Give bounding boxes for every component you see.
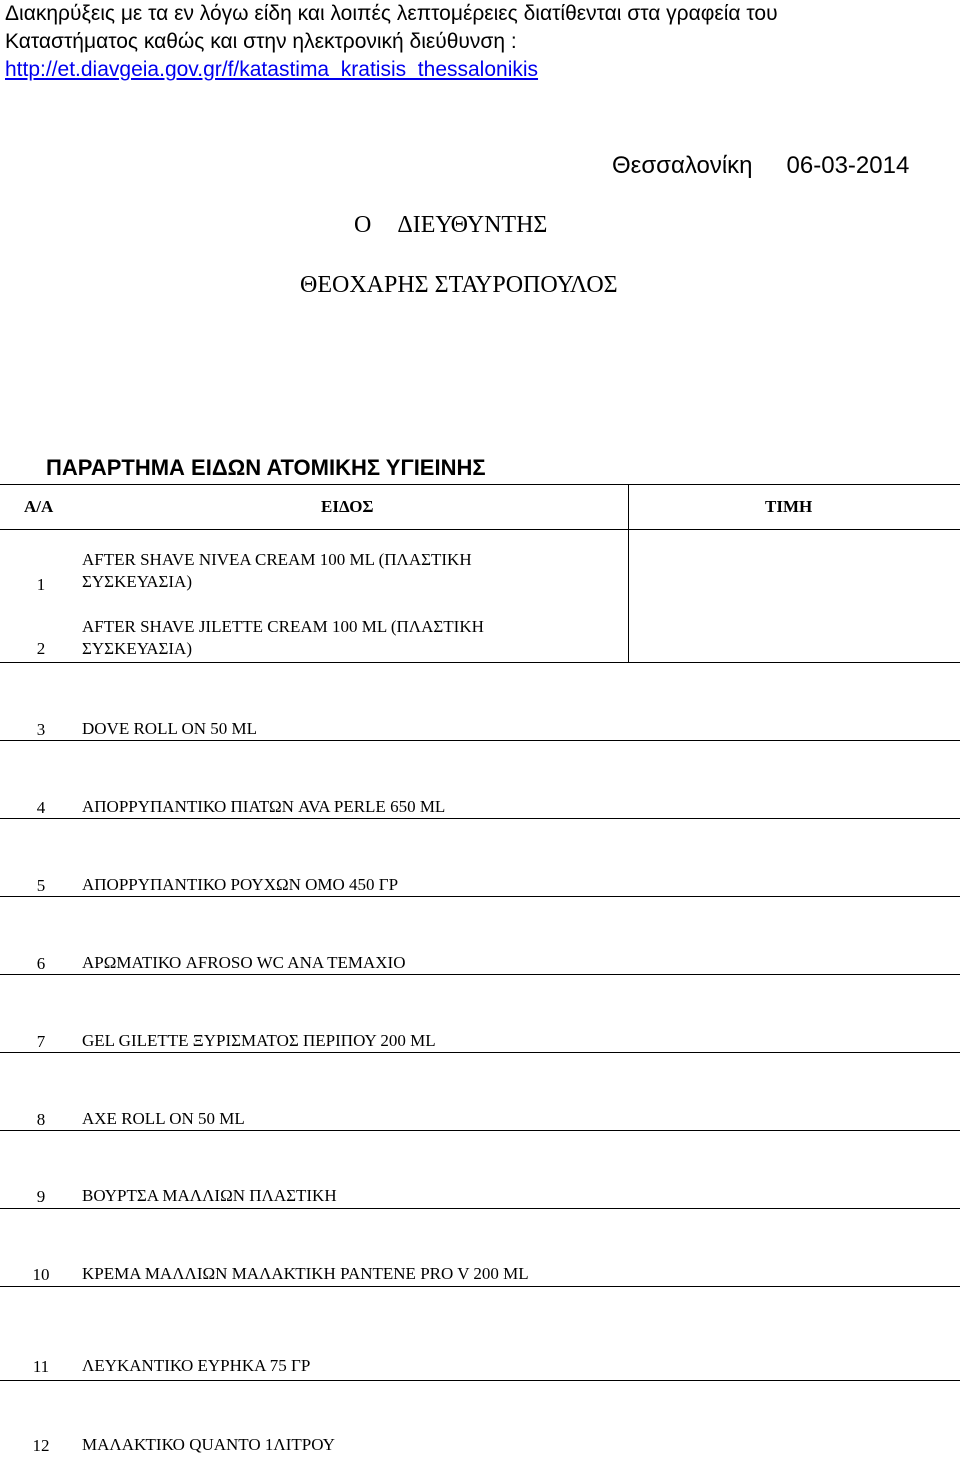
table-top-border	[0, 484, 960, 485]
row-item: ΚΡΕΜΑ ΜΑΛΛΙΩΝ ΜΑΛΑΚΤΙΚΗ PANTENE PRO V 200 ML	[82, 1264, 529, 1283]
row-number: 12	[32, 1436, 50, 1455]
table-header-bottom-border	[0, 529, 960, 530]
row-item-line-2: ΣΥΣΚΕΥΑΣΙΑ)	[82, 572, 192, 591]
row-number: 11	[32, 1357, 50, 1376]
diavgeia-link[interactable]: http://et.diavgeia.gov.gr/f/katastima_kratisis_thessalonikis	[5, 58, 539, 81]
row-item: ΒΟΥΡΤΣΑ ΜΑΛΛΙΩΝ ΠΛΑΣΤΙΚΗ	[82, 1186, 337, 1205]
row-item: ΜΑΛΑΚΤΙΚΟ QUANTO 1ΛΙΤΡΟΥ	[82, 1435, 335, 1454]
row-divider	[0, 896, 960, 897]
row-divider	[0, 662, 960, 663]
row-number: 6	[36, 954, 46, 973]
row-item: ΑΠΟΡΡΥΠΑΝΤΙΚΟ ΠΙΑΤΩΝ AVA PERLE 650 ML	[82, 797, 446, 816]
date-place: Θεσσαλονίκη	[612, 152, 753, 179]
header-price: ΤΙΜΗ	[765, 497, 813, 516]
row-divider	[0, 740, 960, 741]
intro-line-1: Διακηρύξεις με τα εν λόγω είδη και λοιπές λεπτομέρειες διατίθενται στα γραφεία του	[5, 2, 778, 25]
row-number: 8	[36, 1110, 46, 1129]
row-item-line-1: AFTER SHAVE JILETTE CREAM 100 ML (ΠΛΑΣΤΙΚΗ	[82, 617, 484, 636]
row-number: 4	[36, 798, 46, 817]
row-item: DOVE ROLL ON 50 ML	[82, 719, 258, 738]
row-number: 2	[36, 639, 46, 658]
row-number: 9	[36, 1187, 46, 1206]
row-divider	[0, 1208, 960, 1209]
director-name: ΘΕΟΧΑΡΗΣ ΣΤΑΥΡΟΠΟΥΛΟΣ	[300, 272, 618, 298]
row-number: 5	[36, 876, 46, 895]
row-divider	[0, 1052, 960, 1053]
row-item: ΑΡΩΜΑΤΙΚΟ AFROSO WC ANA TEMAXIO	[82, 953, 406, 972]
row-item: ΛΕΥΚΑΝΤΙΚΟ ΕΥΡΗΚΑ 75 ΓΡ	[82, 1356, 311, 1375]
price-column-border	[628, 529, 629, 662]
header-number: Α/Α	[24, 497, 54, 516]
row-item: AXE ROLL ON 50 ML	[82, 1109, 245, 1128]
intro-line-2: Καταστήματος καθώς και στην ηλεκτρονική διεύθυνση :	[5, 30, 517, 53]
row-item: GEL GILETTE ΞΥΡΙΣΜΑΤΟΣ ΠΕΡΙΠΟΥ 200 ML	[82, 1031, 436, 1050]
row-divider	[0, 1286, 960, 1287]
row-divider	[0, 818, 960, 819]
row-item: ΑΠΟΡΡΥΠΑΝΤΙΚΟ ΡΟΥΧΩΝ ΟΜΟ 450 ΓΡ	[82, 875, 399, 894]
director-title: ΔΙΕΥΘΥΝΤΗΣ	[397, 212, 548, 238]
intro-paragraph	[5, 0, 778, 84]
row-divider	[0, 1130, 960, 1131]
date-line	[612, 152, 909, 180]
row-divider	[0, 1380, 960, 1381]
row-item-line-2: ΣΥΣΚΕΥΑΣΙΑ)	[82, 639, 192, 658]
header-item: ΕΙΔΟΣ	[321, 497, 374, 516]
director-article: Ο	[354, 212, 372, 238]
row-divider	[0, 974, 960, 975]
row-number: 3	[36, 720, 46, 739]
price-column-border	[628, 484, 629, 530]
row-number: 10	[32, 1265, 50, 1284]
row-item	[82, 549, 472, 593]
date-value: 06-03-2014	[786, 152, 910, 179]
row-number: 7	[36, 1032, 46, 1051]
row-item	[82, 616, 484, 660]
row-number: 1	[36, 575, 46, 594]
director-role	[354, 212, 547, 239]
row-item-line-1: AFTER SHAVE NIVEA CREAM 100 ML (ΠΛΑΣΤΙΚΗ	[82, 550, 472, 569]
annex-title: ΠΑΡΑΡΤΗΜΑ ΕΙΔΩΝ ΑΤΟΜΙΚΗΣ ΥΓΙΕΙΝΗΣ	[46, 455, 486, 480]
